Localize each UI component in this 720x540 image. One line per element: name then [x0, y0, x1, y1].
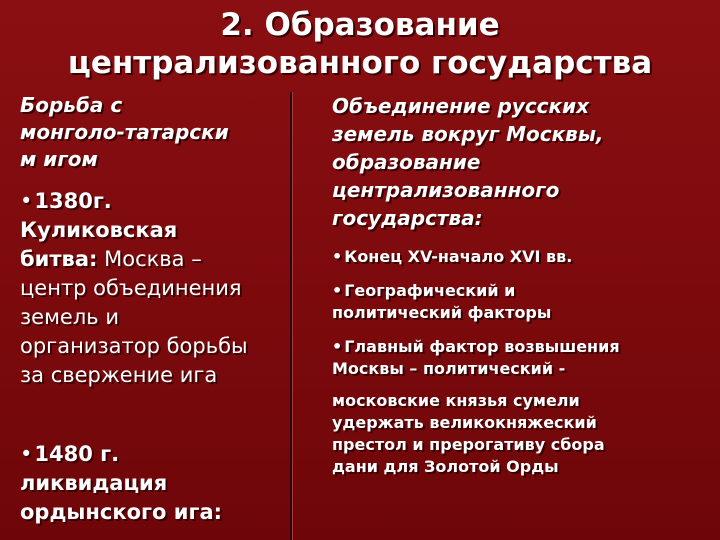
- column-divider: [290, 92, 292, 540]
- bullet-mark: •: [20, 189, 33, 213]
- right-item-line: Географический и: [344, 281, 516, 300]
- left-item-bold-line: ордынского ига:: [20, 500, 223, 524]
- right-heading-line: Объединение русских: [332, 94, 590, 118]
- left-item-bold-line: Куликовская: [20, 218, 178, 242]
- slide-title-line-1: 2. Образование: [220, 7, 500, 43]
- right-item-line: Главный фактор возвышения: [344, 337, 620, 356]
- bullet-mark: •: [332, 281, 343, 300]
- left-heading-line: Борьба с: [20, 93, 123, 117]
- left-item-text-line: земель и: [20, 305, 119, 329]
- right-heading-line: государства:: [332, 206, 483, 230]
- right-column: [332, 92, 704, 490]
- left-heading-line: м игом: [20, 147, 98, 171]
- right-item-main-factor: [332, 336, 704, 380]
- bullet-mark: •: [20, 442, 33, 466]
- slide-title: [0, 6, 720, 82]
- right-item-line: политический факторы: [332, 303, 552, 322]
- left-heading: [20, 92, 285, 173]
- right-heading: [332, 92, 704, 232]
- left-item-bold-line: битва:: [20, 247, 98, 271]
- left-item-text-line: центр объединения: [20, 276, 242, 300]
- right-heading-line: образование: [332, 150, 481, 174]
- left-item-1480: [20, 440, 285, 527]
- right-item-line: престол и прерогативу сбора: [332, 435, 605, 454]
- bullet-mark: •: [332, 247, 343, 266]
- right-item-line: московские князья сумели: [332, 391, 580, 410]
- left-item-bold-line: 1380г.: [34, 189, 112, 213]
- left-item-bold-line: ликвидация: [20, 471, 168, 495]
- bullet-mark: •: [332, 337, 343, 356]
- right-item-factors: [332, 280, 704, 324]
- right-item-line: дани для Золотой Орды: [332, 457, 559, 476]
- left-item-text: Москва –: [97, 247, 202, 271]
- right-item-line: Конец XV-начало XVI вв.: [344, 247, 573, 266]
- left-item-text-line: за свержение ига: [20, 363, 218, 387]
- right-heading-line: земель вокруг Москвы,: [332, 122, 604, 146]
- left-column: [20, 92, 285, 527]
- left-item-text-line: организатор борьбы: [20, 334, 248, 358]
- right-item-line: Москвы – политический -: [332, 359, 566, 378]
- right-item-continuation: [332, 390, 704, 478]
- left-heading-line: монголо-татарски: [20, 120, 229, 144]
- right-item-period: [332, 246, 704, 268]
- right-item-line: удержать великокняжеский: [332, 413, 597, 432]
- left-item-bold-line: 1480 г.: [34, 442, 120, 466]
- left-item-kulikovo: [20, 187, 285, 390]
- right-heading-line: централизованного: [332, 178, 560, 202]
- slide-title-line-2: централизованного государства: [67, 45, 653, 81]
